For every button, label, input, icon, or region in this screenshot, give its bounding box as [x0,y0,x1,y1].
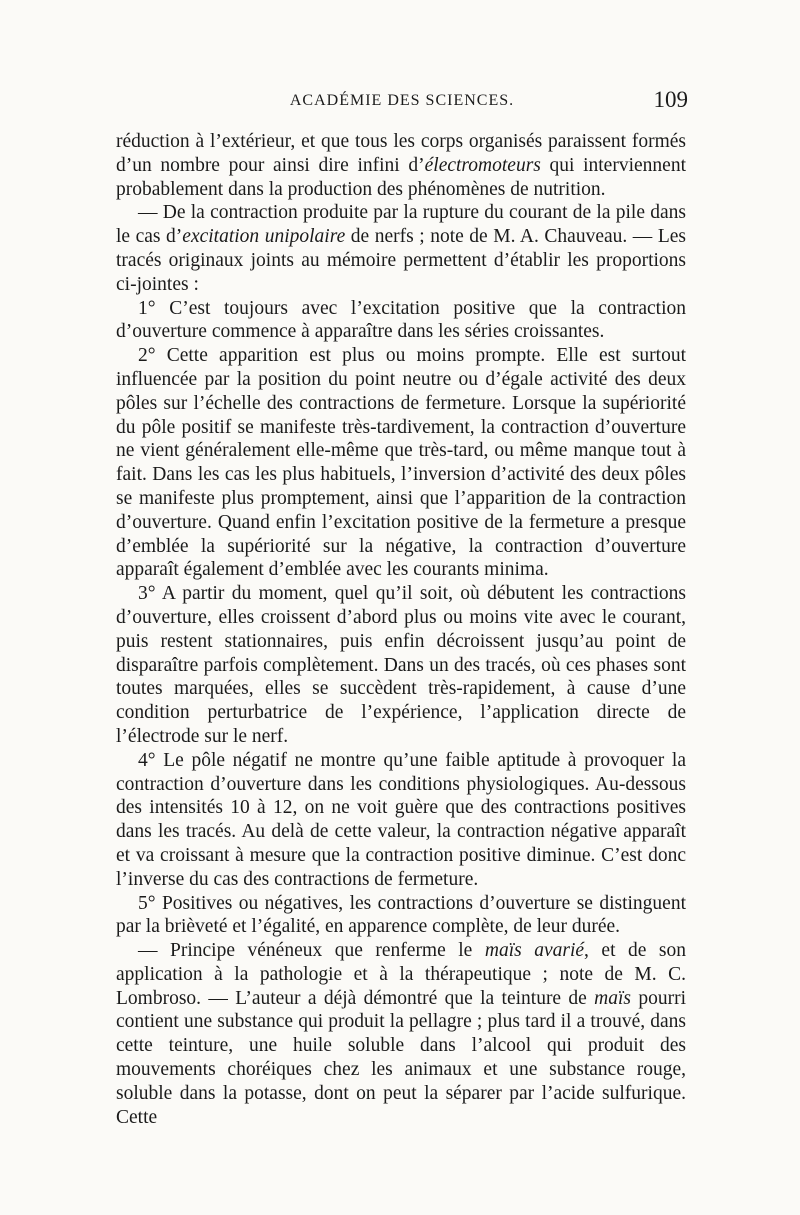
text-run: 1° C’est toujours avec l’excitation positive que la contraction d’ouverture commence à apparaître dans les séries croissantes. [116,297,686,343]
running-title: ACADÉMIE DES SCIENCES. [289,92,515,109]
text-run: 2° Cette apparition est plus ou moins prompte. Elle est surtout influencée par la position du point neutre ou d’égale activité des deux pôles sur l’échelle des contractions de fermeture. Lorsque la supériorité du pôle positif se manifeste très-tardivement, la contraction d’ouverture ne vient généralement elle-même que très-tard, ou même manque tout à fait. Dans les cas les plus habituels, l’inversion d’activité des deux pôles se manifeste plus promptement, ainsi que l’apparition de la contraction d’ouverture. Quand enfin l’excitation positive de la fermeture a presque d’emblée la supériorité sur la négative, la contraction d’ouverture apparaît également d’emblée avec les courants minima. [116,345,686,581]
text-run: 3° A partir du moment, quel qu’il soit, où débutent les contractions d’ouverture, elles croissent d’abord plus ou moins vite avec le courant, puis restent stationnaires, puis enfin décroissent jusqu’au point de disparaître parfois complètement. Dans un des tracés, où ces phases sont toutes marquées, elles se succèdent très-rapidement, à cause d’une condition perturbatrice de l’expérience, l’application directe de l’électrode sur le nerf. [116,583,686,747]
page-number: 109 [653,87,688,112]
text-run: pourri contient une substance qui produit la pellagre ; plus tard il a trouvé, dans cette teinture, une huile soluble dans l’alcool qui produit des mouvements choréiques chez les animaux et une substance rouge, soluble dans la potasse, dont on peut la séparer par l’acide sulfurique. Cette [116,987,687,1128]
paragraph [116,749,686,892]
text-run: qui interviennent probablement dans la production des phénomènes de nutrition. [116,154,686,200]
paragraph [116,582,686,749]
italic-text: excitation unipolaire [182,226,346,248]
paragraph [116,130,686,201]
body-text [116,130,686,1129]
italic-text: maïs avarié [484,940,585,962]
text-run: réduction à l’extérieur, et que tous les corps organisés paraissent formés d’un nombre pour ainsi dire infini d’ [116,131,686,176]
paragraph [116,201,686,296]
text-run: de nerfs ; note de M. A. Chauveau. — Les tracés originaux joints au mémoire permettent d’établir les proportions ci-jointes : [116,226,686,295]
paragraph [116,939,686,1129]
text-run: — Principe vénéneux que renferme le [138,940,485,962]
text-run: , et de son application à la pathologie et à la thérapeutique ; note de M. C. Lombroso. — L’auteur a déjà démontré que la teinture de [116,940,687,1009]
text-run: 5° Positives ou négatives, les contractions d’ouverture se distinguent par la brièveté et l’égalité, en apparence complète, de leur durée. [116,892,686,938]
paragraph [116,892,686,940]
italic-text: électromoteurs [424,154,541,176]
text-run: — De la contraction produite par la rupture du courant de la pile dans le cas d’ [116,202,686,248]
paragraph [116,297,686,345]
paragraph [116,344,686,582]
italic-text: maïs [594,987,632,1009]
text-run: 4° Le pôle négatif ne montre qu’une faible aptitude à provoquer la contraction d’ouverture dans les conditions physiologiques. Au-dessous des intensités 10 à 12, on ne voit guère que des contractions positives dans les tracés. Au delà de cette valeur, la contraction négative apparaît et va croissant à mesure que la contraction positive diminue. C’est donc l’inverse du cas des contractions de fermeture. [116,749,686,890]
page-header [116,87,688,122]
